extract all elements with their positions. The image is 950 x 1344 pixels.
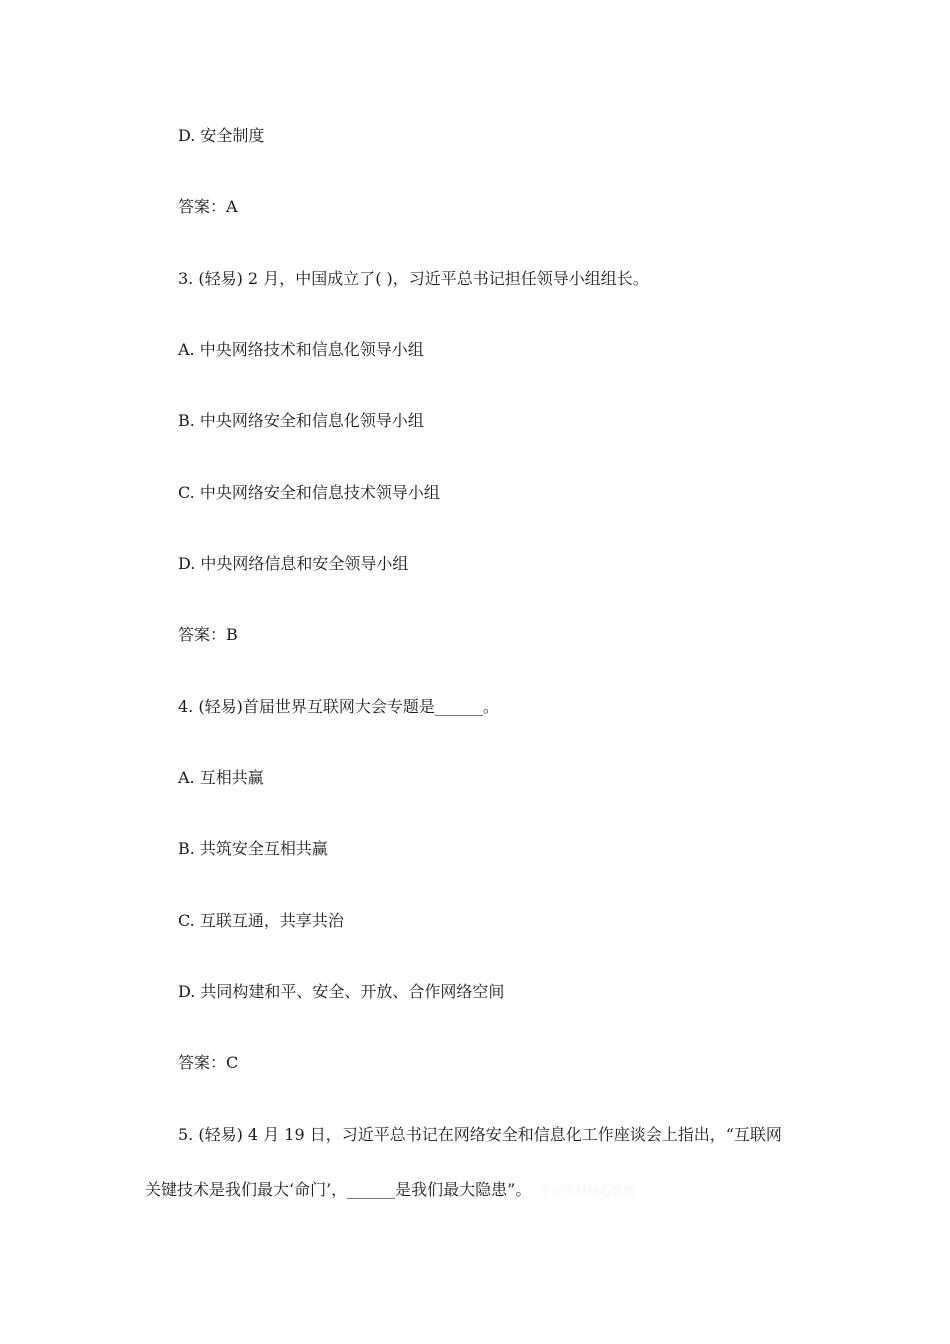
- q4-option-a: A. 互相共赢: [178, 768, 264, 787]
- q3-question: 3. (轻易) 2 月，中国成立了( )，习近平总书记担任领导小组组长。: [178, 269, 649, 288]
- q4-option-b: B. 共筑安全互相共赢: [178, 839, 328, 858]
- q5-question-line2-row: [145, 1180, 635, 1201]
- q3-option-d: D. 中央网络信息和安全领导小组: [178, 554, 409, 573]
- q5-question-line1: 5. (轻易) 4 月 19 日，习近平总书记在网络安全和信息化工作座谈会上指出，“互联网: [178, 1125, 782, 1144]
- q4-question: 4. (轻易)首届世界互联网大会专题是______。: [178, 697, 499, 716]
- q4-option-c: C. 互联互通，共享共治: [178, 911, 344, 930]
- q3-option-c: C. 中央网络安全和信息技术领导小组: [178, 483, 440, 502]
- q4-option-d: D. 共同构建和平、安全、开放、合作网络空间: [178, 982, 505, 1001]
- q3-answer: 答案：B: [178, 625, 238, 644]
- q3-option-a: A. 中央网络技术和信息化领导小组: [178, 340, 424, 359]
- q4-answer: 答案：C: [178, 1053, 239, 1072]
- watermark-text: 专业资料精心整理: [539, 1184, 636, 1198]
- q2-option-d: D. 安全制度: [178, 126, 265, 145]
- q5-question-line2: 关键技术是我们最大‘命门’，______是我们最大隐患”。: [145, 1180, 532, 1199]
- q3-option-b: B. 中央网络安全和信息化领导小组: [178, 411, 424, 430]
- q2-answer: 答案：A: [178, 197, 238, 216]
